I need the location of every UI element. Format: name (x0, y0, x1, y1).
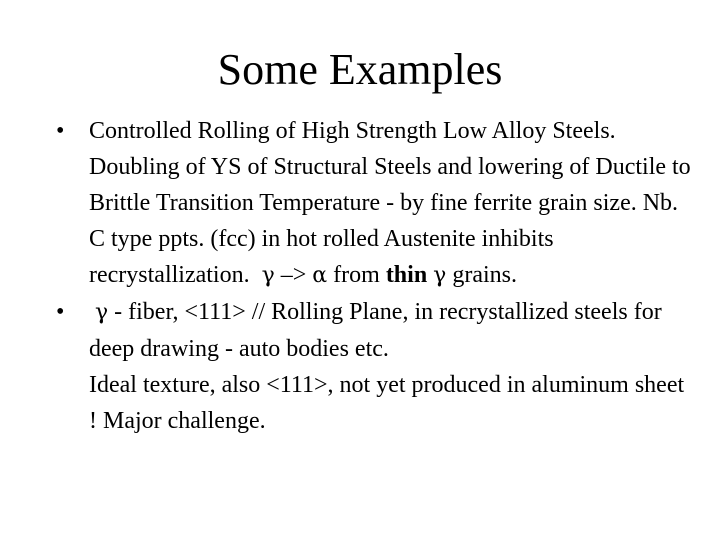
grains-word: grains. (452, 262, 517, 288)
bullet-text (89, 294, 696, 367)
gamma-fiber-text: - fiber, <111> // Rolling Plane, in recrystallized steels for deep drawing - auto bodies etc. (89, 299, 662, 362)
bullet-dot-icon: • (56, 299, 65, 325)
bullet-item-gamma-fiber (56, 294, 696, 367)
continuation-paragraph: Ideal texture, also <111>, not yet produced in aluminum sheet ! Major challenge. (89, 372, 685, 434)
slide-body (56, 113, 696, 439)
gamma-grain-symbol: γ (433, 263, 447, 288)
thin-word: thin (385, 262, 428, 288)
arrow-symbol: –> (280, 262, 307, 288)
slide-title: Some Examples (217, 45, 503, 94)
bullet-text-main: Controlled Rolling of High Strength Low Alloy Steels. Doubling of YS of Structural Steels and lowering of Ductile to Brittle Transition Temperature - by fine ferrite grain size. Nb. C type ppts. (fcc) in hot rolled Austenite inhibits recrystallization. (89, 118, 691, 288)
from-word: from (333, 262, 380, 288)
bullet-item-controlled-rolling (56, 113, 696, 294)
bullet-dot-icon: • (56, 118, 65, 144)
gamma-fiber-symbol: γ (95, 300, 109, 325)
gamma-symbol: γ (261, 263, 275, 288)
bullet-text (89, 113, 696, 294)
alpha-symbol: α (312, 263, 328, 288)
